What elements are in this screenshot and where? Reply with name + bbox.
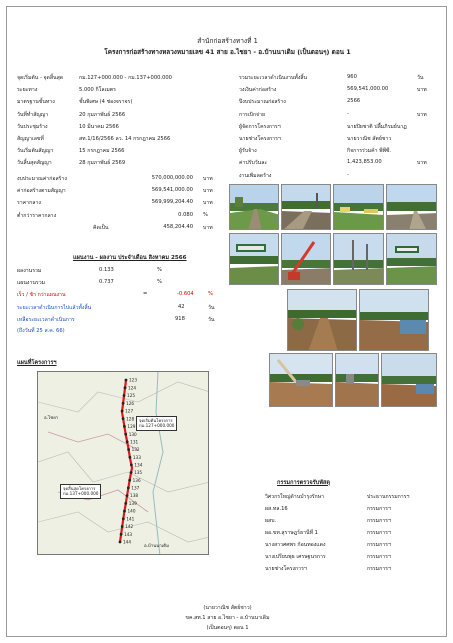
site-photo-3 bbox=[333, 184, 384, 230]
map-km-marker bbox=[127, 487, 130, 490]
info-right-value: - bbox=[347, 171, 349, 178]
project-title: โครงการก่อสร้างทางหลวงหมายเลข 41 สาย อ.ไชยา - อ.บ้านนาเดิม (เป็นตอนๆ) ตอน 1 bbox=[104, 48, 351, 56]
committee-member-name: นางเปรียบพุธ เศรษฐนรการ bbox=[265, 554, 326, 560]
info-right-label: วงเงินค่าก่อสร้าง bbox=[239, 87, 277, 94]
map-end-box bbox=[60, 484, 101, 499]
budget-label: ค่าก่อสร้างตามสัญญา bbox=[17, 188, 66, 195]
info-right-label: นายช่างโครงการฯ bbox=[239, 136, 281, 142]
map-km-label: 135 bbox=[134, 470, 143, 476]
map-km-label: 125 bbox=[127, 393, 136, 399]
map-km-marker bbox=[130, 463, 133, 466]
signature-name: (นายวาณิช สัตย์ชาว) bbox=[203, 605, 252, 611]
info-left-label: วันที่ทำสัญญา bbox=[17, 111, 49, 118]
remain-unit: วัน bbox=[208, 317, 215, 323]
map-place-top: อ.ไชยา bbox=[44, 416, 59, 421]
map-km-label: 126 bbox=[126, 400, 135, 406]
map-end-label: จุดสิ้นสุดโครงการ bbox=[63, 486, 96, 491]
diff-value: -0.604 bbox=[177, 291, 194, 297]
budget-value: 0.080 bbox=[178, 211, 193, 218]
budget-value: 569,999,204.40 bbox=[151, 199, 193, 206]
map-km-marker bbox=[126, 494, 129, 497]
elapsed-value: 42 bbox=[178, 304, 185, 310]
map-km-label: 143 bbox=[124, 531, 133, 537]
map-km-marker bbox=[126, 440, 129, 443]
project-map bbox=[37, 371, 209, 555]
info-right-label: งานเพิ่มลดร้าง bbox=[239, 172, 272, 179]
progress-title: แผนงาน - ผลงาน ประจำเดือน สิงหาคม 2566 bbox=[73, 255, 187, 261]
committee-title: กรรมการตรวจรับพัสดุ bbox=[277, 480, 330, 486]
budget-label: ต่ำกว่าราคากลาง bbox=[17, 212, 57, 219]
info-right-value: 569,541,000.00 bbox=[347, 86, 389, 93]
info-right-value: - bbox=[347, 110, 349, 117]
info-right-value: นายปิยชาติ ปลื้มภิรมย์นาฏ bbox=[347, 123, 407, 130]
map-km-marker bbox=[130, 471, 133, 474]
map-km-marker bbox=[127, 448, 130, 451]
map-km-label: 123 bbox=[129, 377, 137, 383]
info-left-label: วันเริ่มต้นสัญญา bbox=[17, 148, 54, 155]
map-km-label: 130 bbox=[128, 431, 137, 437]
document-page bbox=[6, 6, 447, 637]
info-left-value: 28 กุมภาพันธ์ 2569 bbox=[79, 160, 126, 167]
map-start-box bbox=[136, 416, 177, 431]
info-right-unit: วัน bbox=[417, 75, 424, 81]
map-km-label: 138 bbox=[130, 493, 139, 499]
remain-value: 918 bbox=[175, 316, 185, 322]
actual-value: 0.737 bbox=[99, 279, 114, 285]
site-photo-11 bbox=[269, 353, 333, 407]
map-km-label: 129 bbox=[127, 424, 136, 430]
map-km-marker bbox=[121, 525, 124, 528]
map-km-marker bbox=[123, 394, 126, 397]
budget-unit: บาท bbox=[203, 176, 213, 182]
office-title: สำนักก่อสร้างทางที่ 1 bbox=[197, 37, 258, 45]
remain-label: เหลือระยะเวลาดำเนินการ bbox=[17, 317, 75, 323]
map-km-marker bbox=[121, 410, 124, 413]
diff-eq: = bbox=[143, 291, 148, 297]
map-km-marker bbox=[122, 517, 125, 520]
committee-member-role: กรรมการฯ bbox=[367, 518, 391, 524]
committee-member-role: กรรมการฯ bbox=[367, 530, 391, 536]
map-km-label: 132 bbox=[131, 447, 140, 453]
site-photo-1 bbox=[229, 184, 279, 230]
committee-member-name: ผส.ทล.16 bbox=[265, 506, 288, 512]
site-photo-9 bbox=[287, 289, 357, 351]
committee-member-name: นายช่างโครงการฯ bbox=[265, 566, 307, 572]
info-left-value: 5.000 กิโลเมตร bbox=[79, 87, 116, 94]
map-km-label: 128 bbox=[126, 416, 135, 422]
budget-value: 570,000,000.00 bbox=[151, 175, 193, 181]
plan-label: ผลงานรวม bbox=[17, 268, 42, 274]
budget-label: คิดเป็น bbox=[93, 224, 109, 231]
map-start-km: กม.127+000.000 bbox=[139, 423, 175, 429]
committee-member-role: กรรมการฯ bbox=[367, 542, 391, 548]
diff-unit: % bbox=[208, 291, 213, 297]
site-photo-4 bbox=[386, 184, 437, 230]
committee-member-role: ประธานกรรมการฯ bbox=[367, 494, 410, 500]
info-left-value: สท.1/16/2566 ลว. 14 กรกฎาคม 2566 bbox=[79, 136, 171, 142]
map-km-marker bbox=[124, 433, 127, 436]
map-km-marker bbox=[123, 425, 126, 428]
site-photo-12 bbox=[335, 353, 379, 407]
signature-line-2: (เป็นตอนๆ) ตอน 1 bbox=[206, 625, 249, 631]
map-km-marker bbox=[119, 541, 122, 544]
actual-unit: % bbox=[157, 279, 162, 285]
map-km-marker bbox=[124, 502, 127, 505]
info-left-value: 15 กรกฎาคม 2566 bbox=[79, 148, 125, 155]
map-km-label: 144 bbox=[123, 539, 131, 545]
info-left-label: มาตรฐานชั้นทาง bbox=[17, 99, 55, 106]
info-left-value: ชั้นพิเศษ (4 ช่องจราจร) bbox=[79, 99, 133, 106]
site-photo-6 bbox=[281, 233, 331, 285]
map-km-marker bbox=[122, 417, 125, 420]
elapsed-unit: วัน bbox=[208, 305, 215, 311]
budget-value: 458,204.40 bbox=[163, 223, 193, 230]
map-start-label: จุดเริ่มต้นโครงการ bbox=[139, 418, 173, 423]
map-km-label: 136 bbox=[132, 477, 141, 483]
committee-member-name: วิศวกรใหญ่ด้านบำรุงรักษา bbox=[265, 494, 325, 500]
map-km-label: 139 bbox=[128, 500, 137, 506]
info-right-value: 1,423,853.00 bbox=[347, 159, 382, 166]
map-km-label: 137 bbox=[131, 485, 140, 491]
committee-member-name: ผสบ. bbox=[265, 518, 277, 524]
map-graphic bbox=[38, 372, 209, 555]
map-km-marker bbox=[128, 479, 131, 482]
info-right-label: รวมระยะเวลาดำเนินงานทั้งสิ้น bbox=[239, 75, 308, 81]
info-left-value: กม.127+000.000 - กม.137+000.000 bbox=[79, 75, 172, 81]
plan-unit: % bbox=[157, 267, 162, 273]
info-right-value: 960 bbox=[347, 74, 357, 80]
site-photo-13 bbox=[381, 353, 437, 407]
info-left-label: จุดเริ่มต้น - จุดสิ้นสุด bbox=[17, 75, 64, 81]
map-end-km: กม.137+000.000 bbox=[63, 491, 99, 497]
actual-label: แผนงานรวม bbox=[17, 280, 46, 286]
committee-member-role: กรรมการฯ bbox=[367, 566, 391, 572]
map-km-marker bbox=[122, 402, 125, 405]
budget-label: ราคากลาง bbox=[17, 200, 41, 207]
map-km-marker bbox=[125, 379, 128, 382]
budget-unit: บาท bbox=[203, 224, 213, 231]
signature-line-1: ขค.สท.1 สาย อ.ไชยา - อ.บ้านนาเดิม bbox=[185, 615, 270, 621]
map-km-label: 142 bbox=[125, 524, 134, 530]
map-km-label: 140 bbox=[127, 508, 136, 514]
info-right-value: 2566 bbox=[347, 98, 361, 105]
map-title: แผนที่โครงการฯ bbox=[17, 360, 57, 366]
info-left-label: วันสิ้นสุดสัญญา bbox=[17, 160, 52, 167]
info-right-label: ผู้รับจ้าง bbox=[239, 148, 257, 155]
site-photo-2 bbox=[281, 184, 331, 230]
info-right-value: นายวาณิช สัตย์ชาว bbox=[347, 136, 392, 142]
site-photo-8 bbox=[386, 233, 437, 285]
site-photo-7 bbox=[333, 233, 384, 285]
map-km-label: 134 bbox=[134, 462, 143, 468]
map-km-marker bbox=[123, 510, 126, 513]
info-right-unit: บาท bbox=[417, 160, 427, 167]
info-right-value: กิจการร่วมค้า พีพีซี. bbox=[347, 148, 392, 155]
budget-unit: บาท bbox=[203, 200, 213, 207]
committee-member-name: นางสาวศศพร ก้อนทองแดง bbox=[265, 542, 326, 548]
diff-label: เร็ว / ช้า กว่าแผนงาน bbox=[17, 292, 66, 298]
committee-member-role: กรรมการฯ bbox=[367, 506, 391, 512]
info-right-label: ค่าปรับวันละ bbox=[239, 160, 268, 167]
map-km-label: 133 bbox=[132, 454, 141, 460]
map-km-label: 124 bbox=[128, 385, 137, 391]
budget-value: 569,541,000.00 bbox=[151, 187, 193, 194]
as-of-date: (ถึงวันที่ 25 ส.ค. 66) bbox=[17, 328, 65, 334]
map-place-bottom: อ.บ้านนาเดิม bbox=[144, 544, 169, 549]
info-left-value: 10 มีนาคม 2566 bbox=[79, 123, 119, 130]
info-right-unit: บาท bbox=[417, 87, 427, 94]
budget-unit: บาท bbox=[203, 188, 213, 195]
info-right-label: การเบิกจ่าย bbox=[239, 111, 266, 118]
site-photo-5 bbox=[229, 233, 279, 285]
map-km-label: 127 bbox=[125, 408, 134, 414]
info-left-label: สัญญาเลขที่ bbox=[17, 136, 44, 142]
map-km-marker bbox=[120, 533, 123, 536]
info-left-label: วันประชุมร้าง bbox=[17, 123, 48, 130]
map-km-marker bbox=[124, 386, 127, 389]
site-photo-10 bbox=[359, 289, 429, 351]
committee-member-name: ผอ.ขท.สุราษฎร์ธานีที่ 1 bbox=[265, 530, 318, 536]
info-left-value: 20 กุมภาพันธ์ 2566 bbox=[79, 111, 126, 118]
committee-member-role: กรรมการฯ bbox=[367, 554, 391, 560]
info-left-label: ระยะทาง bbox=[17, 87, 38, 94]
map-km-label: 141 bbox=[126, 516, 135, 522]
info-right-label: ปีงบประมาณก่อสร้าง bbox=[239, 99, 286, 106]
elapsed-label: ระยะเวลาดำเนินการไปแล้วทั้งสิ้น bbox=[17, 305, 92, 311]
budget-unit: % bbox=[203, 211, 208, 218]
map-km-marker bbox=[128, 456, 131, 459]
budget-label: งบประมาณค่าก่อสร้าง bbox=[17, 176, 67, 182]
info-right-unit: บาท bbox=[417, 111, 427, 118]
map-km-label: 131 bbox=[130, 439, 139, 445]
info-right-label: ผู้จัดการโครงการฯ bbox=[239, 123, 281, 130]
plan-value: 0.133 bbox=[99, 267, 114, 273]
